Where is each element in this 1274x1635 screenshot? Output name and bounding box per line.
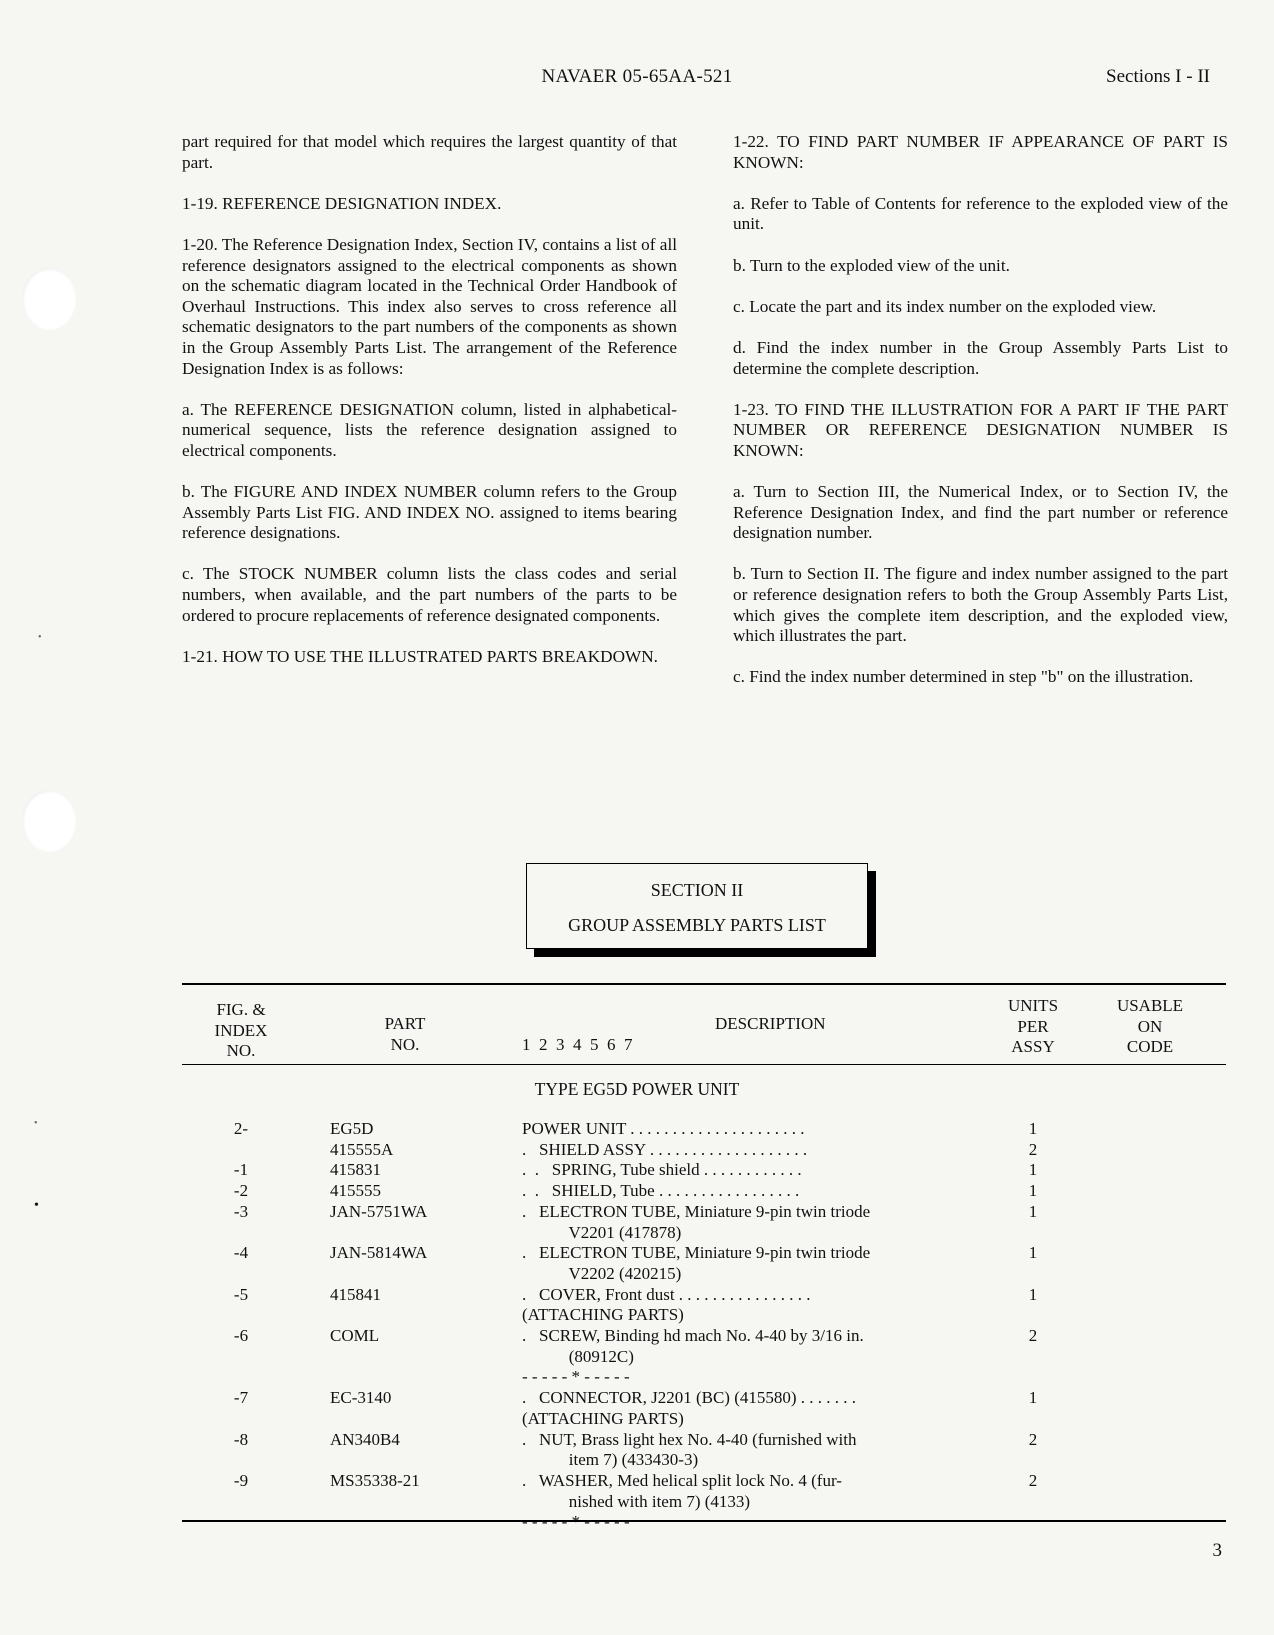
fig-index-cell: -2 (233, 1181, 249, 1201)
description-cell: . CONNECTOR, J2201 (BC) (415580) . . . . . . . (522, 1388, 857, 1408)
header-desc-levels: 1 2 3 4 5 6 7 (522, 1035, 633, 1054)
fig-index-cell: -5 (233, 1284, 249, 1304)
units-per-assy-cell: 1 (1028, 1160, 1038, 1180)
units-per-assy-cell: 2 (1028, 1139, 1038, 1159)
fig-index-cell: 2- (233, 1119, 249, 1138)
part-number-cell: EG5D (330, 1119, 374, 1138)
description-cell: POWER UNIT . . . . . . . . . . . . . . . . . . . . . (522, 1119, 805, 1138)
units-per-assy-cell: 1 (1028, 1388, 1038, 1408)
description-cell: (80912C) (522, 1346, 634, 1366)
header-units-per-assy (993, 996, 1073, 1058)
description-cell: . . SPRING, Tube shield . . . . . . . . . . . . (522, 1160, 802, 1180)
paragraph-1-20-c: c. The STOCK NUMBER column lists the class codes and serial numbers, when available, and the part numbers of the parts to be ordered to procure replacements of reference designated components. (182, 564, 677, 625)
paragraph-1-20: 1-20. The Reference Designation Index, Section IV, contains a list of all reference designators assigned to the electrical components as shown on the schematic diagram located in the Technical Order Handbook of Overhaul Instructions. This index also serves to cross reference all schematic designators to the part numbers of the components as shown in the Group Assembly Parts List. The arrangement of the Reference Designation Index is as follows: (182, 234, 677, 378)
header-usable-on-code (1100, 996, 1200, 1058)
heading-1-23: 1-23. TO FIND THE ILLUSTRATION FOR A PART IF THE PART NUMBER OR REFERENCE DESIGNATION NUMBER IS KNOWN: (733, 399, 1228, 460)
table-top-rule (182, 983, 1226, 985)
paragraph-1-23-c: c. Find the index number determined in step "b" on the illustration. (733, 667, 1194, 687)
heading-1-22: 1-22. TO FIND PART NUMBER IF APPEARANCE OF PART IS KNOWN: (733, 132, 1228, 172)
speck: • (34, 1198, 39, 1213)
units-per-assy-cell: 1 (1028, 1181, 1038, 1201)
paragraph-1-23-a: a. Turn to Section III, the Numerical Index, or to Section IV, the Reference Designation Index, and find the part number or reference designation number. (733, 482, 1228, 543)
header-line: FIG. & (216, 1000, 266, 1019)
units-per-assy-cell: 2 (1028, 1470, 1038, 1490)
part-number-cell: JAN-5751WA (330, 1201, 428, 1221)
speck: • (38, 632, 42, 643)
part-number-cell: 415841 (330, 1284, 381, 1304)
header-line: INDEX (214, 1020, 268, 1040)
units-per-assy-cell: 1 (1028, 1243, 1038, 1263)
document-number: NAVAER 05-65AA-521 (541, 66, 733, 87)
description-cell: . ELECTRON TUBE, Miniature 9-pin twin triode (522, 1243, 871, 1263)
paragraph-1-20-b: b. The FIGURE AND INDEX NUMBER column refers to the Group Assembly Parts List FIG. AND INDEX NO. assigned to items bearing reference designations. (182, 482, 677, 543)
section-title-box (526, 863, 868, 949)
header-line: NO. (226, 1041, 256, 1060)
header-line: PER (1017, 1016, 1049, 1036)
part-number-cell: JAN-5814WA (330, 1243, 428, 1263)
description-cell: (ATTACHING PARTS) (522, 1408, 684, 1428)
section-title: GROUP ASSEMBLY PARTS LIST (568, 915, 826, 935)
header-description: DESCRIPTION (715, 1014, 826, 1033)
paragraph-1-22-c: c. Locate the part and its index number on the exploded view. (733, 296, 1157, 316)
header-line: ON (1137, 1016, 1163, 1036)
fig-index-cell: -6 (233, 1326, 249, 1345)
header-line: PART (384, 1014, 426, 1033)
header-line: UNITS (1007, 996, 1059, 1015)
description-cell: item 7) (433430-3) (522, 1450, 699, 1470)
paragraph-1-22-a: a. Refer to Table of Contents for reference to the exploded view of the unit. (733, 193, 1228, 234)
header-line: NO. (390, 1034, 420, 1054)
paragraph-1-22-b: b. Turn to the exploded view of the unit. (733, 255, 1010, 275)
part-number-cell: MS35338-21 (330, 1470, 420, 1490)
paragraph-1-22-d: d. Find the index number in the Group Assembly Parts List to determine the complete description. (733, 337, 1228, 378)
header-line: ASSY (1011, 1037, 1055, 1056)
right-column (733, 132, 1228, 709)
description-cell: - - - - - * - - - - - (522, 1367, 630, 1387)
paragraph-1-20-a: a. The REFERENCE DESIGNATION column, listed in alphabetical-numerical sequence, lists the reference designation assigned to electrical components. (182, 399, 677, 460)
section-label: Sections I - II (1106, 66, 1210, 87)
part-number-cell: COML (330, 1326, 380, 1345)
units-per-assy-cell: 2 (1028, 1326, 1038, 1345)
header-line: USABLE (1116, 996, 1184, 1015)
description-cell: - - - - - * - - - - - (522, 1512, 630, 1532)
header-line: CODE (1126, 1037, 1174, 1056)
punch-hole (22, 268, 76, 330)
header-fig-index (196, 1000, 286, 1062)
description-cell: . SCREW, Binding hd mach No. 4-40 by 3/16 in. (522, 1326, 864, 1345)
description-cell: . . SHIELD, Tube . . . . . . . . . . . . . . . . . (522, 1181, 800, 1201)
units-per-assy-cell: 1 (1028, 1119, 1038, 1138)
table-title: TYPE EG5D POWER UNIT (534, 1079, 740, 1099)
table-header-rule (182, 1064, 1226, 1065)
part-number-cell: 415555 (330, 1181, 381, 1201)
header-part-no (360, 1014, 450, 1055)
part-number-cell: EC-3140 (330, 1388, 392, 1408)
units-per-assy-cell: 1 (1028, 1201, 1038, 1221)
description-cell: nished with item 7) (4133) (522, 1491, 751, 1511)
fig-index-cell: -1 (233, 1160, 249, 1180)
fig-index-cell: -9 (233, 1470, 249, 1490)
fig-index-cell: -7 (233, 1388, 249, 1408)
left-column (182, 132, 677, 688)
heading-1-21: 1-21. HOW TO USE THE ILLUSTRATED PARTS BREAKDOWN. (182, 646, 658, 666)
part-number-cell: AN340B4 (330, 1429, 400, 1449)
part-number-cell: 415555A (330, 1139, 394, 1159)
table-bottom-rule (182, 1520, 1226, 1522)
fig-index-cell: -8 (233, 1429, 249, 1449)
description-cell: . ELECTRON TUBE, Miniature 9-pin twin triode (522, 1201, 871, 1221)
heading-1-19: 1-19. REFERENCE DESIGNATION INDEX. (182, 193, 502, 213)
description-cell: . SHIELD ASSY . . . . . . . . . . . . . . . . . . . (522, 1139, 808, 1159)
description-cell: . COVER, Front dust . . . . . . . . . . . . . . . . (522, 1284, 811, 1304)
paragraph-continuation: part required for that model which requires the largest quantity of that part. (182, 132, 677, 172)
units-per-assy-cell: 2 (1028, 1429, 1038, 1449)
part-number-cell: 415831 (330, 1160, 381, 1180)
description-cell: . NUT, Brass light hex No. 4-40 (furnished with (522, 1429, 857, 1449)
fig-index-cell: -3 (233, 1201, 249, 1221)
units-per-assy-cell: 1 (1028, 1284, 1038, 1304)
punch-hole (22, 790, 76, 852)
speck: • (34, 1118, 38, 1129)
description-cell: V2201 (417878) (522, 1222, 682, 1242)
description-cell: V2202 (420215) (522, 1263, 682, 1283)
description-cell: (ATTACHING PARTS) (522, 1305, 684, 1325)
section-number: SECTION II (650, 880, 744, 900)
paragraph-1-23-b: b. Turn to Section II. The figure and index number assigned to the part or reference designation refers to both the Group Assembly Parts List, which gives the complete item description, and the exploded view, which illustrates the part. (733, 564, 1228, 646)
description-cell: . WASHER, Med helical split lock No. 4 (fur- (522, 1470, 842, 1490)
fig-index-cell: -4 (233, 1243, 249, 1263)
page-number: 3 (1212, 1540, 1222, 1561)
